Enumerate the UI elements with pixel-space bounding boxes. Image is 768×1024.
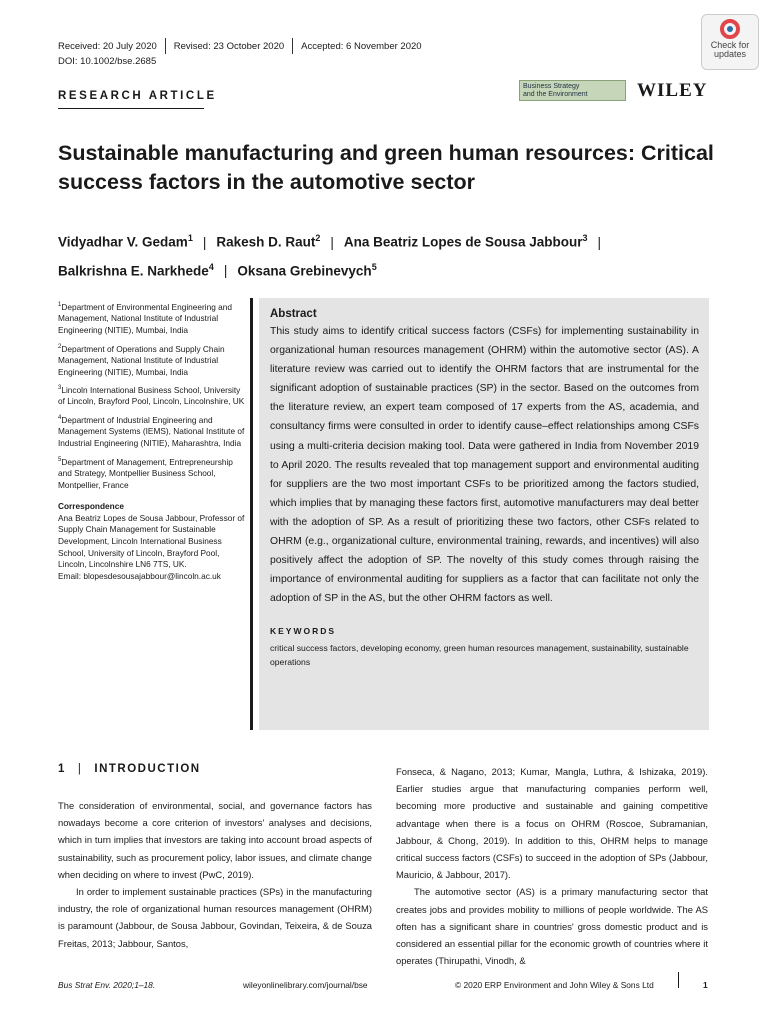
- author-affiliation-marker: 2: [315, 233, 321, 243]
- author-separator: |: [597, 234, 601, 250]
- abstract-rule: [250, 298, 253, 730]
- article-type: RESEARCH ARTICLE: [58, 90, 217, 102]
- crossmark-icon: [720, 19, 740, 39]
- author-separator: |: [330, 234, 334, 250]
- affiliation: [58, 413, 248, 450]
- author-affiliation-marker: 4: [208, 261, 214, 272]
- publisher-logo: WILEY: [637, 80, 708, 101]
- section-title: INTRODUCTION: [94, 763, 201, 775]
- body-paragraph: Fonseca, & Nagano, 2013; Kumar, Mangla, Luthra, & Ishizaka, 2019). Earlier studies argue that manufacturing companies perform well, becoming more productive and sustainable and gaining competitive advantage when there is a focus on OHRM (Roscoe, Subramanian, Jabbour, & Chong, 2019). In addition to this, OHRM helps to manage critical success factors (CSFs) to succeed in the adoption of SPs (Jabbour, Mauricio, & Jabbour, 2017).: [396, 766, 708, 881]
- author-name[interactable]: Vidyadhar V. Gedam: [58, 234, 188, 250]
- check-updates-line1: Check for: [710, 40, 750, 50]
- affiliation-marker: 3: [58, 385, 62, 392]
- footer-copyright: © 2020 ERP Environment and John Wiley & Sons Ltd: [455, 980, 654, 990]
- keywords-text: critical success factors, developing economy, green human resources management, sustainability, sustainable operations: [270, 643, 689, 667]
- abstract-box: [259, 298, 709, 730]
- body-column-right: [396, 763, 708, 969]
- author-name[interactable]: Oksana Grebinevych: [237, 263, 372, 278]
- author-name[interactable]: Rakesh D. Raut: [216, 234, 316, 250]
- received-date: Received: 20 July 2020: [58, 40, 157, 52]
- affiliation-text: Department of Management, Entrepreneurship and Strategy, Montpellier Business School, Montpellier, France: [58, 456, 233, 490]
- keywords-heading: KEYWORDS: [270, 626, 337, 637]
- divider: [165, 38, 166, 54]
- correspondence-text: [58, 513, 248, 583]
- footer-citation: Bus Strat Env. 2020;1–18.: [58, 980, 156, 990]
- correspondence-address: Ana Beatriz Lopes de Sousa Jabbour, Professor of Supply Chain Management for Sustainable Development, Lincoln International Business School, University of Lincoln, Brayford Pool, Lincoln, Lincolnshire LN6 7TS, UK.: [58, 512, 245, 570]
- author-affiliation-marker: 3: [582, 233, 588, 243]
- check-for-updates-button[interactable]: [701, 14, 759, 70]
- affiliation-marker: 2: [58, 343, 62, 350]
- section-bar: |: [77, 763, 83, 775]
- journal-logo-line1: Business Strategy: [523, 83, 580, 90]
- correspondence-email[interactable]: Email: blopesdesousajabbour@lincoln.ac.uk: [58, 570, 221, 581]
- author-line-2: [58, 255, 718, 284]
- check-updates-line2: updates: [713, 49, 747, 59]
- affiliation-marker: 5: [58, 456, 62, 463]
- section-number: 1: [58, 763, 66, 775]
- affiliation: [58, 455, 248, 492]
- affiliation: [58, 383, 248, 408]
- footer-divider: [678, 972, 679, 988]
- paper-title: [58, 139, 718, 197]
- body-paragraph: In order to implement sustainable practices (SPs) in the manufacturing industry, the role of organizational human resources management (OHRM) is paramount (Jabbour, de Sousa Jabbour, Govindan, Teixeira, & de Souza Freitas, 2013; Jabbour, Santos,: [58, 886, 372, 949]
- article-type-underline: [58, 108, 204, 109]
- affiliation-marker: 4: [58, 415, 62, 422]
- revised-date: Revised: 23 October 2020: [173, 40, 285, 52]
- footer-url[interactable]: wileyonlinelibrary.com/journal/bse: [243, 980, 368, 990]
- abstract-heading: Abstract: [270, 308, 317, 320]
- page-number: 1: [703, 980, 708, 990]
- author-name[interactable]: Balkrishna E. Narkhede: [58, 263, 209, 278]
- author-affiliation-marker: 1: [187, 233, 193, 243]
- affiliation: [58, 342, 248, 379]
- correspondence-heading: Correspondence: [58, 501, 124, 512]
- body-column-left: [58, 797, 372, 952]
- affiliations: [58, 300, 248, 582]
- title-line: Sustainable manufacturing and green human resources: Critical: [58, 141, 714, 165]
- section-heading: [58, 763, 201, 775]
- journal-logo-line2: and the Environment: [523, 91, 588, 98]
- author-line-1: [58, 226, 718, 255]
- affiliation-text: Department of Environmental Engineering and Management, National Institute of Industrial Engineering (NITIE), Mumbai, India: [58, 301, 232, 335]
- doi-link[interactable]: DOI: 10.1002/bse.2685: [58, 56, 157, 67]
- divider: [292, 38, 293, 54]
- author-separator: |: [202, 234, 207, 250]
- accepted-date: Accepted: 6 November 2020: [301, 40, 422, 52]
- author-name[interactable]: Ana Beatriz Lopes de Sousa Jabbour: [343, 234, 583, 250]
- abstract-text: This study aims to identify critical success factors (CSFs) for implementing sustainability in organizational human resources management (OHRM) within the automotive sector (AS). A literature review was carried out to identify the OHRM factors that are instrumental for the significant adoption of sustainable practices (SP) in the sector. Based on the outcomes from the literature review, an expert team composed of 17 experts from the AS, academia, and consultancy firms were consulted in order to identify cause–effect relationships among CSFs using a multi-criteria decision making tool. Data were gathered in India from November 2019 to April 2020. The results revealed that top management support and environmental auditing for suppliers are the two most important CSFs to be prioritized among the factors studied, which implies that by managing these factors first, automotive manufacturers may deal better with the adoption of SP. As a result of prioritizing these two factors, other CSFs related to OHRM (e.g., organizational culture, environmental training, rewards, and incentives) will also positively affect the adoption of SP. The novelty of this study comes through raising the importance of environmental auditing for suppliers as a factor that can facilitate not only the adoption of SP in the AS, but the other OHRM factors as well.: [270, 326, 699, 605]
- affiliation-text: Lincoln International Business School, University of Lincoln, Brayford Pool, Lincoln, Lincolnshire, UK: [58, 384, 245, 407]
- affiliation-text: Department of Operations and Supply Chain Management, National Institute of Industrial Engineering (NITIE), Mumbai, India: [58, 343, 225, 377]
- body-paragraph: The consideration of environmental, social, and governance factors has nowadays become a core criterion of investors' analyses and decisions, which in turn implies that investors are taking into account broad aspects of sustainability, such as procurement policy, labor issues, and climate change when deciding on where to invest (PwC, 2019).: [58, 800, 372, 880]
- author-separator: |: [223, 263, 228, 278]
- affiliation-text: Department of Industrial Engineering and Management Systems (IEMS), National Institute of Industrial Engineering (NITIE), Maharashtra, India: [58, 414, 245, 448]
- title-line: success factors in the automotive sector: [58, 170, 476, 194]
- affiliation-marker: 1: [58, 302, 62, 308]
- affiliation: [58, 300, 248, 337]
- body-paragraph: The automotive sector (AS) is a primary manufacturing sector that creates jobs and provides mobility to millions of people worldwide. The AS often has a significant share in countries' gross domestic product and is considered an essential pillar for the economic growth of countries where it operates (Thirupathi, Vinodh, &: [396, 886, 708, 967]
- author-affiliation-marker: 5: [371, 261, 377, 272]
- article-history: [58, 38, 422, 54]
- author-list: [58, 226, 718, 283]
- journal-logo: [519, 80, 626, 101]
